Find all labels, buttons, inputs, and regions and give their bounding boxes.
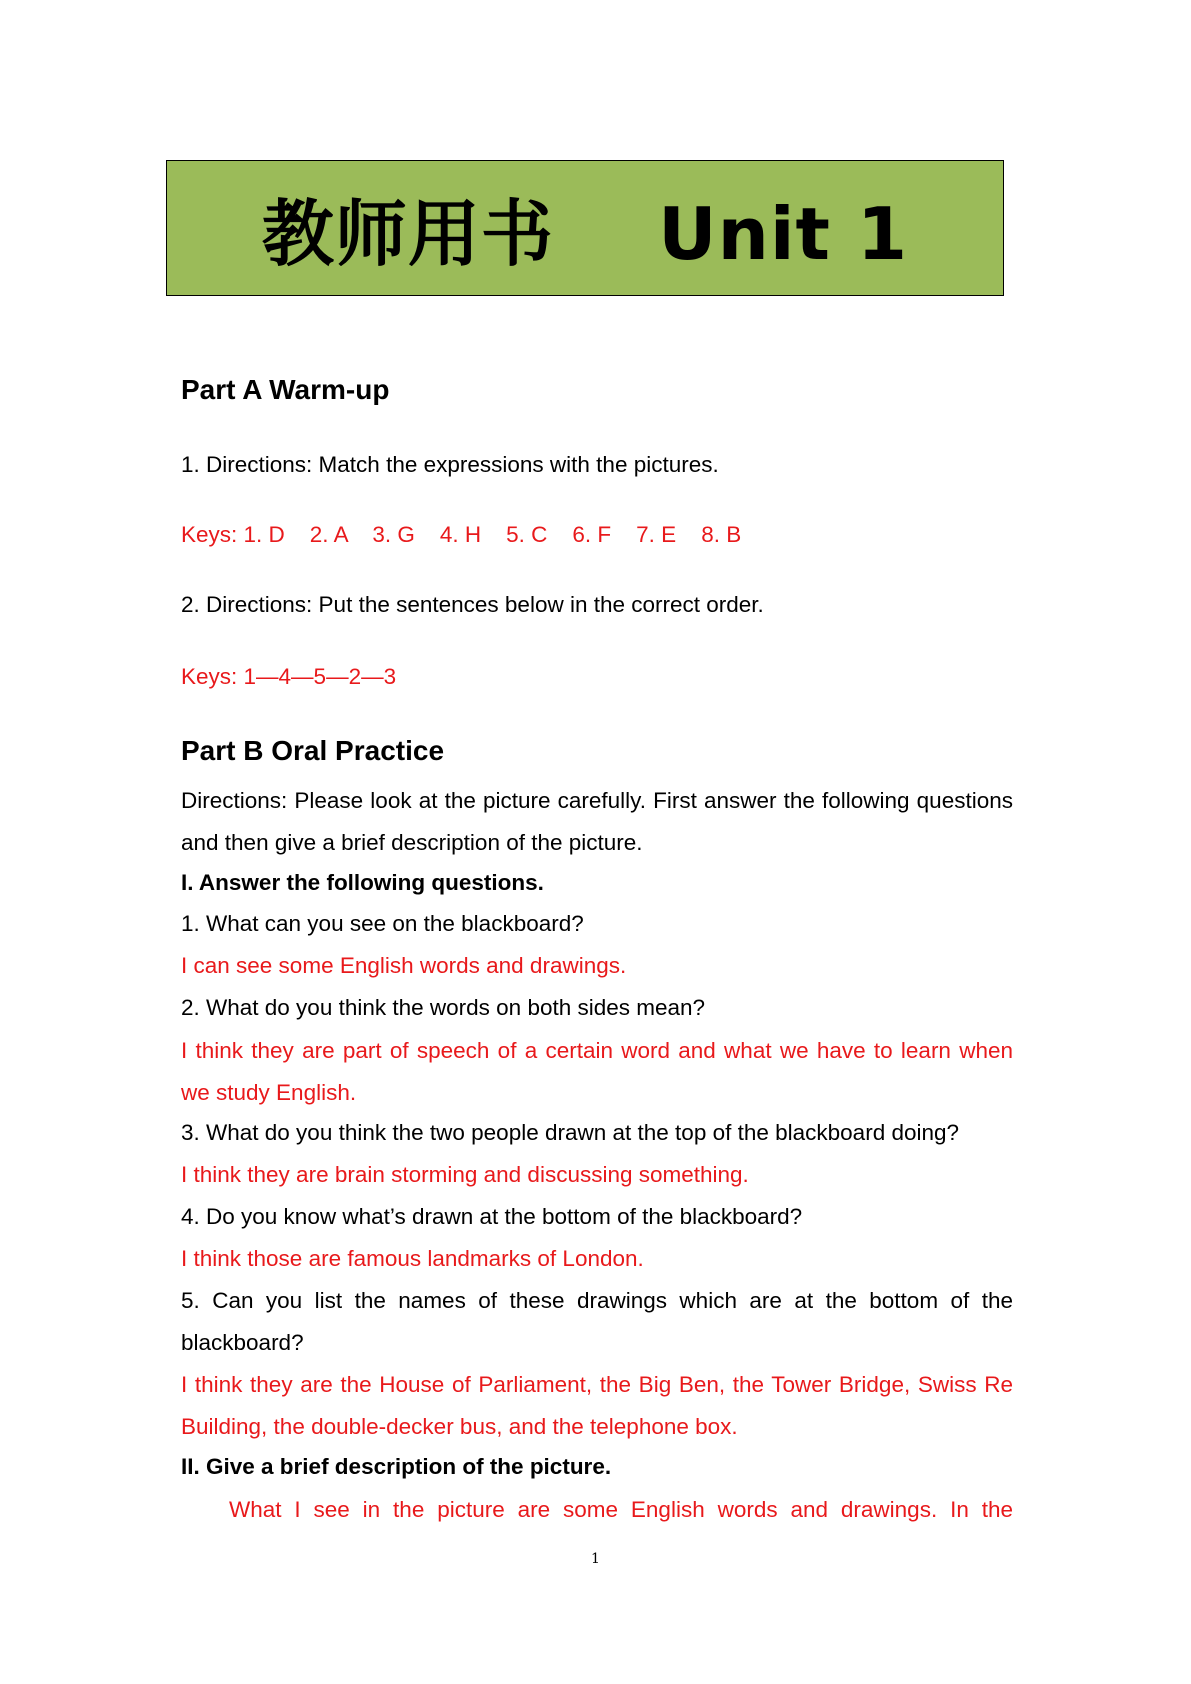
part-b-directions: Directions: Please look at the picture carefully. First answer the following questions and then give a brief description of the picture. bbox=[181, 788, 1013, 855]
question-3: 3. What do you think the two people drawn at the top of the blackboard doing? bbox=[181, 1120, 960, 1145]
answer-1: I can see some English words and drawings. bbox=[181, 953, 627, 978]
part-a-direction-2: 2. Directions: Put the sentences below in the correct order. bbox=[181, 592, 764, 617]
part-b-heading: Part B Oral Practice bbox=[181, 735, 445, 766]
answer-5: I think they are the House of Parliament, the Big Ben, the Tower Bridge, Swiss Re Building, the double-decker bus, and the telephone box. bbox=[181, 1372, 1013, 1439]
question-1: 1. What can you see on the blackboard? bbox=[181, 911, 584, 936]
part-a-heading: Part A Warm-up bbox=[181, 374, 390, 405]
question-4: 4. Do you know what’s drawn at the bottom of the blackboard? bbox=[181, 1204, 803, 1229]
description-paragraph: What I see in the picture are some English words and drawings. In the bbox=[229, 1497, 1013, 1522]
section-1-heading: I. Answer the following questions. bbox=[181, 870, 544, 895]
question-5: 5. Can you list the names of these drawings which are at the bottom of the blackboard? bbox=[181, 1288, 1013, 1355]
answer-4: I think those are famous landmarks of London. bbox=[181, 1246, 644, 1271]
answer-2: I think they are part of speech of a certain word and what we have to learn when we study English. bbox=[181, 1038, 1013, 1105]
page-title: 教师用书 Unit 1 bbox=[261, 192, 909, 276]
title-banner bbox=[166, 160, 1004, 296]
section-2-heading: II. Give a brief description of the picture. bbox=[181, 1454, 612, 1479]
part-a-keys-2: Keys: 1—4—5—2—3 bbox=[181, 664, 397, 689]
answer-3: I think they are brain storming and discussing something. bbox=[181, 1162, 749, 1187]
question-2: 2. What do you think the words on both sides mean? bbox=[181, 995, 706, 1020]
part-a-direction-1: 1. Directions: Match the expressions with the pictures. bbox=[181, 452, 719, 477]
page-number: 1 bbox=[591, 1551, 600, 1567]
part-a-keys-1: Keys: 1. D 2. A 3. G 4. H 5. C 6. F 7. E 8. B bbox=[181, 522, 742, 547]
